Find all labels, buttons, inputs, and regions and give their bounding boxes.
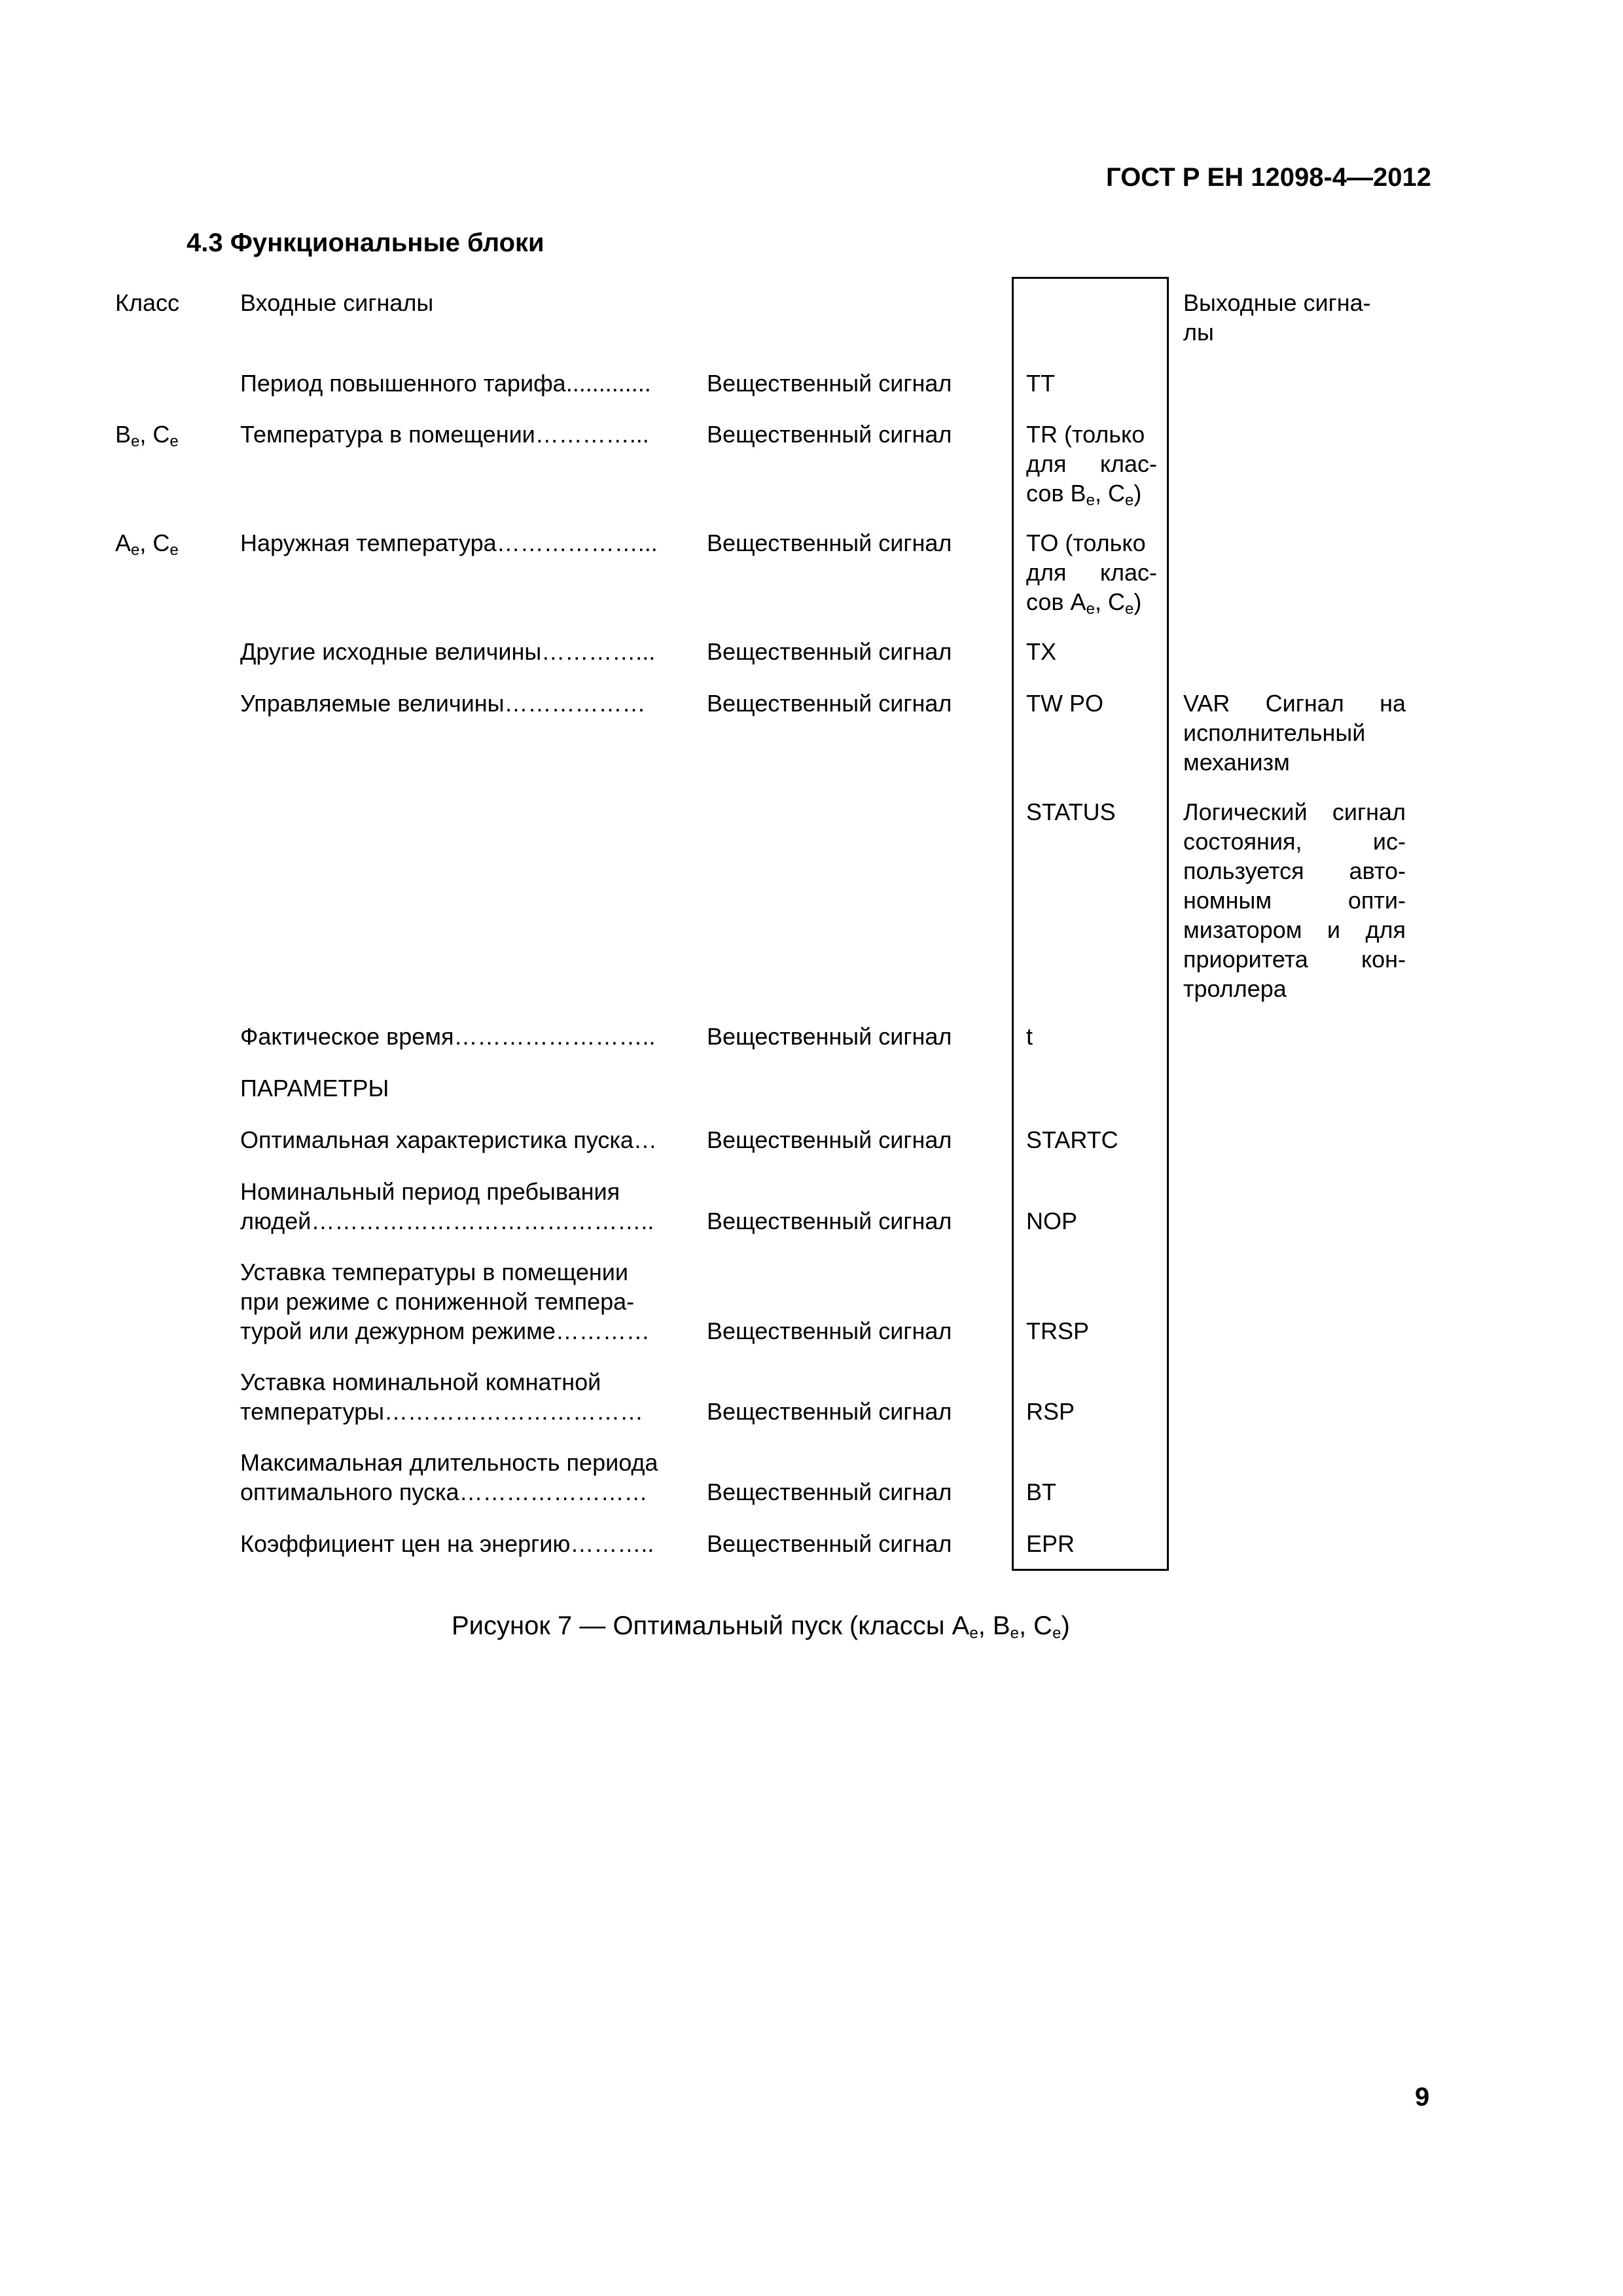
code-line: для клас-	[1026, 450, 1157, 477]
input-label	[240, 1257, 650, 1346]
caption-subscript: e	[1052, 1624, 1061, 1642]
input-label	[240, 1367, 643, 1426]
code-line: TO (только	[1026, 529, 1146, 556]
code-part: , C	[1094, 588, 1125, 615]
class-column-header: Класс	[115, 289, 179, 316]
code-part: )	[1133, 480, 1142, 507]
label-line: людей……………………………………..	[240, 1208, 654, 1234]
label-line: Максимальная длительность периода	[240, 1449, 658, 1476]
label-line: Уставка температуры в помещении	[240, 1259, 629, 1285]
output-description: VAR Сигнал на исполнительный механизм	[1183, 690, 1406, 776]
signal-type: Вещественный сигнал	[707, 1318, 952, 1344]
label-line: Уставка номинальной комнатной	[240, 1369, 601, 1395]
caption-text: Рисунок 7 — Оптимальный пуск (классы A	[452, 1611, 970, 1640]
input-signals-header: Входные сигналы	[240, 289, 434, 316]
signal-type: Вещественный сигнал	[707, 1208, 952, 1234]
class-subscript: e	[169, 433, 179, 450]
leader-dots: ………………...	[496, 529, 658, 556]
class-letter: , C	[139, 421, 170, 448]
signal-code: RSP	[1026, 1398, 1075, 1425]
class-label	[115, 528, 179, 558]
label-line: при режиме с пониженной темпера-	[240, 1288, 635, 1315]
signal-code	[1026, 420, 1157, 508]
signal-code: NOP	[1026, 1208, 1078, 1234]
class-letter: , C	[139, 529, 170, 556]
signal-type: Вещественный сигнал	[707, 1023, 952, 1050]
signal-type: Вещественный сигнал	[707, 370, 952, 397]
signal-type: Вещественный сигнал	[707, 638, 952, 665]
code-part: сов B	[1026, 480, 1086, 507]
caption-subscript: e	[1010, 1624, 1019, 1642]
label-text: Температура в помещении	[240, 421, 535, 448]
code-line: для клас-	[1026, 559, 1157, 586]
output-signals-header	[1183, 288, 1406, 347]
class-subscript: e	[131, 541, 140, 559]
class-subscript: e	[169, 541, 179, 559]
leader-dots: …………...	[541, 638, 656, 665]
leader-dots: .............	[565, 370, 651, 397]
label-line: Номинальный период пребывания	[240, 1178, 620, 1205]
class-letter: A	[115, 529, 132, 556]
caption-subscript: e	[969, 1624, 978, 1642]
leader-dots: ………..	[570, 1530, 654, 1557]
code-part: , C	[1094, 480, 1125, 507]
signal-code: TX	[1026, 638, 1057, 665]
input-label	[240, 1177, 654, 1236]
leader-dots: ……………………..	[454, 1023, 656, 1050]
input-label: Оптимальная характеристика пуска…	[240, 1126, 657, 1153]
class-label	[115, 420, 179, 449]
code-subscript: e	[1124, 600, 1134, 618]
signal-code: BT	[1026, 1479, 1057, 1505]
signal-code: EPR	[1026, 1530, 1075, 1557]
signal-code: t	[1026, 1023, 1033, 1050]
label-line: турой или дежурном режиме…………	[240, 1318, 650, 1344]
output-description: Логический сигнал состояния, ис-пользуется авто-номным опти-мизатором и для приоритета кон-троллера	[1183, 798, 1406, 1002]
signal-code: ТТ	[1026, 370, 1055, 397]
output-header-text: Выходные сигна- лы	[1183, 289, 1371, 346]
label-text: Период повышенного тарифа	[240, 370, 566, 397]
input-label	[240, 368, 651, 398]
input-label	[240, 689, 646, 718]
page-number: 9	[1415, 2083, 1430, 2111]
class-subscript: e	[131, 433, 140, 450]
document-header: ГОСТ Р ЕН 12098-4—2012	[1106, 163, 1431, 192]
code-subscript: e	[1086, 492, 1095, 509]
signal-type: Вещественный сигнал	[707, 1530, 952, 1557]
code-part: )	[1133, 588, 1142, 615]
code-subscript: e	[1086, 600, 1095, 618]
signal-type: Вещественный сигнал	[707, 1126, 952, 1153]
signal-code: TRSP	[1026, 1318, 1090, 1344]
signal-type: Вещественный сигнал	[707, 1398, 952, 1425]
code-line	[1026, 587, 1157, 617]
leader-dots: …………...	[535, 421, 649, 448]
code-line: TR (только	[1026, 421, 1145, 448]
input-label	[240, 1022, 656, 1051]
class-letter: B	[115, 421, 132, 448]
signal-code: TW PO	[1026, 690, 1103, 717]
label-text: Управляемые величины	[240, 690, 505, 717]
signal-code	[1026, 528, 1157, 617]
leader-dots: ………………	[504, 690, 646, 717]
signal-type: Вещественный сигнал	[707, 421, 952, 448]
figure-caption	[452, 1611, 1070, 1641]
label-line: оптимального пуска……………………	[240, 1479, 648, 1505]
label-line: температуры……………………………	[240, 1398, 644, 1425]
label-text: Коэффициент цен на энергию	[240, 1530, 571, 1557]
parameters-heading: ПАРАМЕТРЫ	[240, 1075, 389, 1102]
label-text: Наружная температура	[240, 529, 497, 556]
caption-text: , C	[1018, 1611, 1053, 1640]
label-text: Фактическое время	[240, 1023, 454, 1050]
input-label	[240, 637, 655, 666]
input-label	[240, 528, 658, 558]
section-title: 4.3 Функциональные блоки	[187, 228, 544, 257]
caption-text: )	[1061, 1611, 1070, 1640]
signal-code: STARTC	[1026, 1126, 1118, 1153]
input-label	[240, 420, 649, 449]
signal-type: Вещественный сигнал	[707, 529, 952, 556]
signal-code: STATUS	[1026, 798, 1116, 825]
code-subscript: e	[1124, 492, 1134, 509]
input-label	[240, 1529, 654, 1558]
caption-text: , B	[978, 1611, 1010, 1640]
label-text: Другие исходные величины	[240, 638, 542, 665]
code-line	[1026, 478, 1157, 508]
signal-type: Вещественный сигнал	[707, 1479, 952, 1505]
code-part: сов A	[1026, 588, 1086, 615]
signal-type: Вещественный сигнал	[707, 690, 952, 717]
input-label	[240, 1448, 658, 1507]
